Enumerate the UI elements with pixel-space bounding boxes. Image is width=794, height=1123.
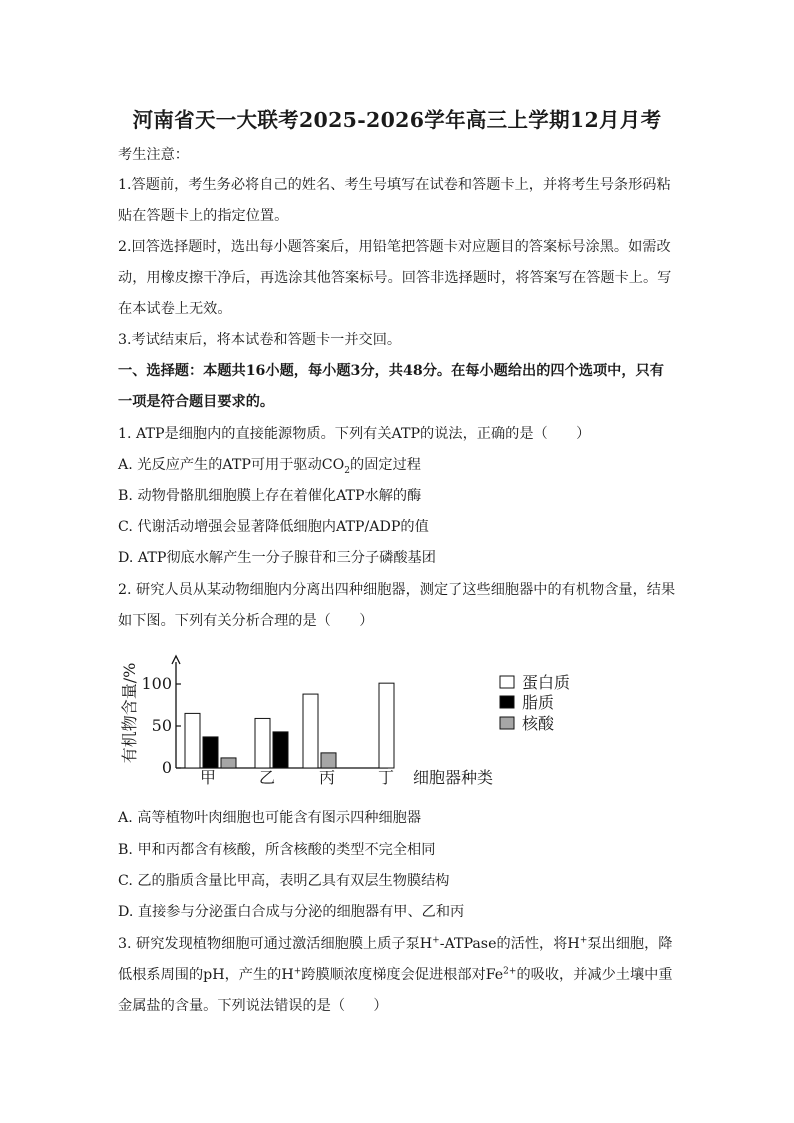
bar-lipid: [203, 737, 218, 768]
question-1-option-c: C. 代谢活动增强会显著降低细胞内ATP/ADP的值: [118, 519, 429, 535]
legend-swatch-1: [500, 696, 514, 708]
notice-item-2-line-2: 动，用橡皮擦干净后，再选涂其他答案标号。回答非选择题时，将答案写在答题卡上。写: [118, 270, 672, 286]
y-tick-label: 50: [151, 716, 172, 735]
notice-item-1-line-1: 1.答题前，考生务必将自己的姓名、考生号填写在试卷和答题卡上，并将考生号条形码粘: [118, 177, 671, 193]
question-2-stem-line-2: 如下图。下列有关分析合理的是（ ）: [118, 613, 374, 629]
question-1-option-a: A. 光反应产生的ATP可用于驱动$CO_2$的固定过程: [118, 457, 421, 476]
bar-protein: [255, 718, 270, 768]
notice-item-2-line-3: 在本试卷上无效。: [118, 301, 232, 317]
notice-item-1-line-2: 贴在答题卡上的指定位置。: [118, 208, 289, 224]
legend-swatch-2: [500, 717, 514, 729]
notice-item-3: 3.考试结束后，将本试卷和答题卡一并交回。: [118, 332, 402, 348]
y-axis-label: 有机物含量/%: [120, 662, 139, 764]
section-1-heading-line-1: 一、选择题：本题共16小题，每小题3分，共48分。在每小题给出的四个选项中，只有: [118, 363, 664, 379]
question-1-option-b: B. 动物骨骼肌细胞膜上存在着催化ATP水解的酶: [118, 488, 422, 504]
question-1-option-d: D. ATP彻底水解产生一分子腺苷和三分子磷酸基团: [118, 550, 436, 566]
bar-protein: [185, 713, 200, 768]
question-2-stem-line-1: 2. 研究人员从某动物细胞内分离出四种细胞器，测定了这些细胞器中的有机物含量，结果: [118, 582, 676, 598]
legend-swatch-0: [500, 676, 514, 688]
question-3-stem-line-3: 金属盐的含量。下列说法错误的是（ ）: [118, 998, 388, 1014]
bar-protein: [379, 683, 394, 768]
question-2-option-b: B. 甲和丙都含有核酸，所含核酸的类型不完全相同: [118, 842, 436, 858]
x-category-label: 乙: [258, 768, 276, 787]
section-1-heading-line-2: 一项是符合题目要求的。: [118, 394, 275, 410]
bar-nucleic-acid: [221, 758, 236, 768]
legend-label-0: 蛋白质: [522, 673, 571, 692]
question-2-option-a: A. 高等植物叶肉细胞也可能含有图示四种细胞器: [118, 810, 422, 826]
page-title: 河南省天一大联考2025-2026学年高三上学期12月月考: [132, 108, 662, 132]
y-tick-label: 100: [141, 674, 172, 693]
question-2-option-d: D. 直接参与分泌蛋白合成与分泌的细胞器有甲、乙和丙: [118, 904, 465, 920]
question-1-stem: 1. ATP是细胞内的直接能源物质。下列有关ATP的说法，正确的是（ ）: [118, 426, 591, 442]
question-3-stem-line-2: 低根系周围的pH，产生的H+跨膜顺浓度梯度会促进根部对$Fe^{2+}$的吸收，并减少土壤中重: [118, 966, 673, 983]
question-3-stem-line-1: 3. 研究发现植物细胞可通过激活细胞膜上质子泵H+-ATPase的活性，将H+泵出细胞，降: [118, 935, 673, 952]
notice-item-2-line-1: 2.回答选择题时，选出每小题答案后，用铅笔把答题卡对应题目的答案标号涂黑。如需改: [118, 239, 671, 255]
y-tick-label: 0: [161, 758, 172, 777]
x-category-label: 丙: [318, 768, 336, 787]
bar-nucleic-acid: [321, 753, 336, 768]
bar-protein: [303, 694, 318, 768]
question-2-option-c: C. 乙的脂质含量比甲高，表明乙具有双层生物膜结构: [118, 873, 450, 889]
bar-lipid: [273, 732, 288, 768]
legend-label-1: 脂质: [522, 693, 555, 712]
legend-label-2: 核酸: [522, 714, 555, 733]
notice-heading: 考生注意：: [118, 147, 189, 163]
x-category-label: 丁: [377, 768, 395, 787]
x-category-label: 甲: [199, 768, 217, 787]
x-axis-label: 细胞器种类: [413, 768, 494, 787]
organelle-content-bar-chart: [118, 650, 588, 795]
